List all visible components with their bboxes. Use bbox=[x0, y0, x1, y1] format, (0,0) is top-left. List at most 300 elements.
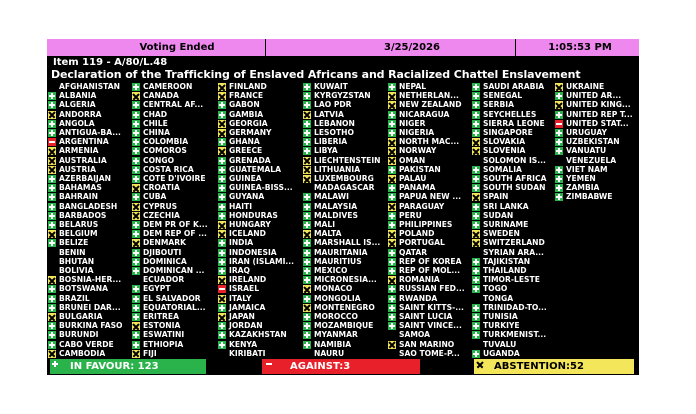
vote-yes-icon bbox=[555, 92, 563, 100]
country-name: BELIZE bbox=[59, 238, 89, 248]
vote-yes-icon bbox=[388, 120, 396, 128]
country-name: COTE D'IVOIRE bbox=[143, 174, 206, 183]
against-total: AGAINST:3 bbox=[262, 359, 420, 374]
vote-yes-icon bbox=[132, 221, 140, 229]
country-name: PANAMA bbox=[399, 183, 436, 193]
in-favour-total: IN FAVOUR: 123 bbox=[50, 359, 206, 374]
vote-yes-icon bbox=[218, 341, 226, 349]
against-icon bbox=[265, 360, 278, 373]
vote-yes-icon bbox=[48, 120, 56, 128]
vote-yes-icon bbox=[472, 111, 480, 119]
country-name: TURKIYE bbox=[483, 321, 520, 331]
country-name: SEYCHELLES bbox=[483, 109, 537, 119]
country-name: SPAIN bbox=[483, 192, 509, 202]
country-name: GREECE bbox=[229, 146, 263, 156]
vote-yes-icon bbox=[132, 166, 140, 174]
country-name: KYRGYZSTAN bbox=[314, 91, 371, 101]
vote-yes-icon bbox=[472, 304, 480, 312]
vote-yes-icon bbox=[132, 341, 140, 349]
country-name: GERMANY bbox=[229, 128, 272, 137]
country-name: OMAN bbox=[399, 155, 426, 165]
country-name: MAURITANIA bbox=[314, 247, 368, 257]
country-name: NORTH MAC... bbox=[399, 137, 460, 147]
vote-abstain-icon bbox=[132, 322, 140, 330]
country-name: FRANCE bbox=[229, 91, 264, 101]
country-name: GAMBIA bbox=[229, 109, 264, 119]
vote-yes-icon bbox=[388, 267, 396, 275]
vote-yes-icon bbox=[388, 313, 396, 321]
country-name: HONDURAS bbox=[229, 210, 278, 220]
vote-abstain-icon bbox=[48, 157, 56, 165]
country-name: EL SALVADOR bbox=[143, 293, 201, 303]
vote-abstain-icon bbox=[388, 341, 396, 349]
vote-yes-icon bbox=[132, 138, 140, 146]
country-name: LAO PDR bbox=[314, 100, 352, 110]
country-name: GRENADA bbox=[229, 155, 271, 165]
country-name: SINGAPORE bbox=[483, 128, 533, 137]
vote-yes-icon bbox=[555, 175, 563, 183]
vote-yes-icon bbox=[132, 157, 140, 165]
vote-abstain-icon bbox=[303, 111, 311, 119]
no-vote-icon bbox=[218, 350, 226, 358]
country-name: LIECHTENSTEIN bbox=[314, 155, 381, 165]
vote-yes-icon bbox=[218, 111, 226, 119]
vote-yes-icon bbox=[218, 322, 226, 330]
country-name: SWEDEN bbox=[483, 229, 520, 239]
vote-yes-icon bbox=[48, 331, 56, 339]
header-divider bbox=[265, 39, 266, 56]
country-name: BARBADOS bbox=[59, 210, 107, 220]
vote-abstain-icon bbox=[132, 239, 140, 247]
vote-no-icon bbox=[218, 285, 226, 293]
country-name: VIET NAM bbox=[566, 164, 608, 174]
country-name: LATVIA bbox=[314, 109, 344, 119]
country-name: GUINEA-BISS... bbox=[229, 183, 293, 193]
country-name: JORDAN bbox=[229, 321, 263, 331]
vote-yes-icon bbox=[132, 295, 140, 303]
country-name: TOGO bbox=[483, 284, 508, 294]
country-name: TUNISIA bbox=[483, 312, 518, 321]
country-name: NAMIBIA bbox=[314, 339, 352, 349]
vote-yes-icon bbox=[132, 267, 140, 275]
vote-abstain-icon bbox=[388, 276, 396, 284]
vote-abstain-icon bbox=[388, 92, 396, 100]
vote-yes-icon bbox=[472, 175, 480, 183]
country-name: LUXEMBOURG bbox=[314, 174, 374, 183]
country-name: SRI LANKA bbox=[483, 201, 529, 211]
vote-yes-icon bbox=[218, 267, 226, 275]
vote-yes-icon bbox=[218, 331, 226, 339]
country-name: EGYPT bbox=[143, 284, 171, 294]
vote-yes-icon bbox=[218, 166, 226, 174]
vote-yes-icon bbox=[388, 212, 396, 220]
country-name: AFGHANISTAN bbox=[59, 82, 121, 91]
country-name: ITALY bbox=[229, 293, 252, 303]
vote-yes-icon bbox=[48, 304, 56, 312]
status-header bbox=[47, 39, 639, 56]
country-name: BELARUS bbox=[59, 220, 99, 229]
vote-abstain-icon bbox=[218, 120, 226, 128]
country-name: BOTSWANA bbox=[59, 284, 109, 294]
country-name: REP OF MOL... bbox=[399, 266, 461, 275]
country-name: MALDIVES bbox=[314, 210, 358, 220]
country-name: PAPUA NEW ... bbox=[399, 192, 461, 202]
vote-abstain-icon bbox=[303, 230, 311, 238]
vote-time: 1:05:53 PM bbox=[548, 42, 612, 53]
vote-abstain-icon bbox=[132, 203, 140, 211]
vote-abstain-icon bbox=[48, 166, 56, 174]
vote-yes-icon bbox=[218, 258, 226, 266]
vote-yes-icon bbox=[303, 258, 311, 266]
country-name: SUDAN bbox=[483, 210, 514, 220]
country-name: FIJI bbox=[143, 348, 157, 358]
country-name: SLOVAKIA bbox=[483, 137, 526, 147]
vote-yes-icon bbox=[303, 322, 311, 330]
vote-yes-icon bbox=[218, 193, 226, 201]
no-vote-icon bbox=[48, 267, 56, 275]
vote-yes-icon bbox=[48, 295, 56, 303]
country-name: MAURITIUS bbox=[314, 256, 362, 266]
vote-yes-icon bbox=[218, 239, 226, 247]
abstention-icon bbox=[476, 360, 489, 373]
vote-yes-icon bbox=[303, 221, 311, 229]
country-name: CABO VERDE bbox=[59, 339, 114, 349]
country-name: CZECHIA bbox=[143, 210, 180, 220]
vote-abstain-icon bbox=[218, 295, 226, 303]
country-name: DOMINICAN ... bbox=[143, 266, 205, 275]
country-name: DOMINICA bbox=[143, 256, 187, 266]
country-name: IRAN (ISLAMI... bbox=[229, 256, 295, 266]
vote-yes-icon bbox=[303, 101, 311, 109]
country-name: MADAGASCAR bbox=[314, 183, 375, 193]
vote-abstain-icon bbox=[218, 129, 226, 137]
no-vote-icon bbox=[472, 295, 480, 303]
country-name: SOUTH SUDAN bbox=[483, 183, 546, 193]
country-name: DJIBOUTI bbox=[143, 247, 182, 257]
country-name: DEM PR OF K... bbox=[143, 220, 208, 229]
country-name: NEPAL bbox=[399, 82, 427, 91]
vote-abstain-icon bbox=[303, 166, 311, 174]
country-name: UNITED AR... bbox=[566, 91, 622, 101]
no-vote-icon bbox=[303, 184, 311, 192]
country-name: MEXICO bbox=[314, 266, 348, 275]
vote-yes-icon bbox=[132, 249, 140, 257]
country-name: BRUNEI DAR... bbox=[59, 302, 121, 312]
country-name: BAHRAIN bbox=[59, 192, 98, 202]
vote-abstain-icon bbox=[472, 138, 480, 146]
vote-abstain-icon bbox=[48, 111, 56, 119]
country-name: SOMALIA bbox=[483, 164, 522, 174]
vote-abstain-icon bbox=[218, 83, 226, 91]
vote-yes-icon bbox=[472, 313, 480, 321]
vote-abstain-icon bbox=[48, 147, 56, 155]
vote-yes-icon bbox=[472, 267, 480, 275]
vote-yes-icon bbox=[472, 212, 480, 220]
vote-yes-icon bbox=[132, 285, 140, 293]
country-name: QATAR bbox=[399, 247, 428, 257]
no-vote-icon bbox=[48, 83, 56, 91]
country-name: RUSSIAN FED... bbox=[399, 284, 465, 294]
country-name: BAHAMAS bbox=[59, 183, 102, 193]
no-vote-icon bbox=[388, 350, 396, 358]
vote-yes-icon bbox=[555, 193, 563, 201]
vote-yes-icon bbox=[388, 285, 396, 293]
vote-yes-icon bbox=[303, 295, 311, 303]
vote-yes-icon bbox=[303, 92, 311, 100]
vote-yes-icon bbox=[472, 276, 480, 284]
country-name: LIBERIA bbox=[314, 137, 348, 147]
vote-yes-icon bbox=[388, 249, 396, 257]
vote-yes-icon bbox=[472, 285, 480, 293]
country-name: IRAQ bbox=[229, 266, 251, 275]
vote-yes-icon bbox=[132, 331, 140, 339]
country-name: MARSHALL IS... bbox=[314, 238, 381, 248]
vote-abstain-icon bbox=[48, 313, 56, 321]
country-name: RWANDA bbox=[399, 293, 438, 303]
country-name: INDONESIA bbox=[229, 247, 277, 257]
vote-yes-icon bbox=[472, 203, 480, 211]
vote-abstain-icon bbox=[132, 92, 140, 100]
vote-yes-icon bbox=[388, 129, 396, 137]
country-name: UZBEKISTAN bbox=[566, 137, 620, 147]
country-name: NAURU bbox=[314, 348, 345, 358]
country-name: ALGERIA bbox=[59, 100, 96, 110]
country-name: ESWATINI bbox=[143, 330, 185, 340]
country-name: CHAD bbox=[143, 109, 168, 119]
country-name: SAMOA bbox=[399, 330, 431, 340]
country-name: MONACO bbox=[314, 284, 353, 294]
vote-yes-icon bbox=[472, 258, 480, 266]
vote-yes-icon bbox=[472, 350, 480, 358]
country-name: CROATIA bbox=[143, 183, 180, 193]
vote-abstain-icon bbox=[218, 92, 226, 100]
country-name: KUWAIT bbox=[314, 82, 348, 91]
country-name: PERU bbox=[399, 210, 422, 220]
abstention-total: ABSTENTION:52 bbox=[474, 359, 634, 374]
country-name: SAO TOME-P... bbox=[399, 348, 460, 358]
header-divider bbox=[515, 39, 516, 56]
vote-yes-icon bbox=[303, 120, 311, 128]
no-vote-icon bbox=[303, 350, 311, 358]
vote-yes-icon bbox=[472, 101, 480, 109]
vote-yes-icon bbox=[303, 239, 311, 247]
country-name: CONGO bbox=[143, 155, 175, 165]
vote-abstain-icon bbox=[303, 175, 311, 183]
country-name: POLAND bbox=[399, 229, 435, 239]
vote-yes-icon bbox=[48, 193, 56, 201]
country-name: GUINEA bbox=[229, 174, 262, 183]
vote-yes-icon bbox=[132, 175, 140, 183]
vote-yes-icon bbox=[218, 249, 226, 257]
country-name: ERITREA bbox=[143, 312, 179, 321]
country-name: FINLAND bbox=[229, 82, 267, 91]
country-name: GUYANA bbox=[229, 192, 265, 202]
vote-abstain-icon bbox=[48, 276, 56, 284]
vote-no-icon bbox=[555, 120, 563, 128]
vote-abstain-icon bbox=[388, 157, 396, 165]
country-name: GUATEMALA bbox=[229, 164, 281, 174]
vote-abstain-icon bbox=[218, 147, 226, 155]
country-name: COSTA RICA bbox=[143, 164, 194, 174]
vote-yes-icon bbox=[472, 221, 480, 229]
vote-yes-icon bbox=[48, 92, 56, 100]
vote-abstain-icon bbox=[388, 101, 396, 109]
country-name: GHANA bbox=[229, 137, 260, 147]
vote-abstain-icon bbox=[303, 285, 311, 293]
country-name: MOZAMBIQUE bbox=[314, 321, 374, 331]
country-name: LIBYA bbox=[314, 146, 338, 156]
vote-yes-icon bbox=[48, 101, 56, 109]
vote-yes-icon bbox=[48, 322, 56, 330]
country-name: LESOTHO bbox=[314, 128, 354, 137]
country-name: LEBANON bbox=[314, 118, 355, 128]
vote-yes-icon bbox=[388, 111, 396, 119]
country-name: ANDORRA bbox=[59, 109, 102, 119]
country-name: REP OF KOREA bbox=[399, 256, 462, 266]
vote-abstain-icon bbox=[388, 175, 396, 183]
country-name: CAMBODIA bbox=[59, 348, 106, 358]
no-vote-icon bbox=[48, 258, 56, 266]
country-name: ALBANIA bbox=[59, 91, 97, 101]
country-name: ICELAND bbox=[229, 229, 266, 239]
vote-yes-icon bbox=[218, 212, 226, 220]
country-name: BENIN bbox=[59, 247, 86, 257]
vote-yes-icon bbox=[472, 120, 480, 128]
country-name: SAINT VINCE... bbox=[399, 321, 462, 331]
country-name: CANADA bbox=[143, 91, 179, 101]
vote-yes-icon bbox=[132, 304, 140, 312]
country-name: GEORGIA bbox=[229, 118, 268, 128]
vote-abstain-icon bbox=[218, 230, 226, 238]
vote-yes-icon bbox=[555, 147, 563, 155]
vote-yes-icon bbox=[472, 331, 480, 339]
country-name: ZIMBABWE bbox=[566, 192, 613, 202]
vote-totals bbox=[47, 359, 639, 374]
country-name: TUVALU bbox=[483, 339, 517, 349]
vote-abstain-icon bbox=[132, 184, 140, 192]
country-name: BANGLADESH bbox=[59, 201, 118, 211]
country-name: SIERRA LEONE bbox=[483, 118, 545, 128]
vote-date: 3/25/2026 bbox=[383, 42, 440, 53]
vote-yes-icon bbox=[48, 341, 56, 349]
country-name: URUGUAY bbox=[566, 128, 607, 137]
vote-yes-icon bbox=[472, 83, 480, 91]
no-vote-icon bbox=[132, 276, 140, 284]
country-name: IRELAND bbox=[229, 275, 267, 285]
country-name: SOLOMON IS... bbox=[483, 155, 546, 165]
vote-abstain-icon bbox=[132, 350, 140, 358]
country-name: GABON bbox=[229, 100, 260, 110]
vote-yes-icon bbox=[388, 221, 396, 229]
vote-yes-icon bbox=[472, 322, 480, 330]
vote-yes-icon bbox=[218, 203, 226, 211]
resolution-title: Declaration of the Trafficking of Enslaved Africans and Racialized Chattel Enslavement bbox=[51, 68, 581, 81]
vote-abstain-icon bbox=[388, 239, 396, 247]
vote-yes-icon bbox=[48, 285, 56, 293]
country-name: UNITED REP T... bbox=[566, 109, 633, 119]
vote-yes-icon bbox=[132, 147, 140, 155]
voting-board bbox=[47, 39, 639, 375]
country-name: COLOMBIA bbox=[143, 137, 189, 147]
country-name: ANGOLA bbox=[59, 118, 95, 128]
vote-yes-icon bbox=[132, 193, 140, 201]
country-name: TIMOR-LESTE bbox=[483, 275, 540, 285]
vote-yes-icon bbox=[303, 203, 311, 211]
country-name: PARAGUAY bbox=[399, 201, 445, 211]
country-name: KIRIBATI bbox=[229, 348, 266, 358]
vote-abstain-icon bbox=[218, 313, 226, 321]
vote-yes-icon bbox=[132, 111, 140, 119]
country-name: BRAZIL bbox=[59, 293, 90, 303]
country-name: NEW ZEALAND bbox=[399, 100, 462, 110]
vote-yes-icon bbox=[303, 193, 311, 201]
vote-yes-icon bbox=[132, 258, 140, 266]
vote-yes-icon bbox=[48, 175, 56, 183]
country-name: MYANMAR bbox=[314, 330, 358, 340]
vote-yes-icon bbox=[48, 129, 56, 137]
vote-abstain-icon bbox=[388, 138, 396, 146]
vote-yes-icon bbox=[303, 331, 311, 339]
vote-yes-icon bbox=[218, 175, 226, 183]
country-name: NETHERLAN... bbox=[399, 91, 459, 101]
country-name: NIGER bbox=[399, 118, 426, 128]
voting-status: Voting Ended bbox=[139, 42, 215, 53]
country-name: KAZAKHSTAN bbox=[229, 330, 287, 340]
vote-yes-icon bbox=[472, 184, 480, 192]
country-name: JAMAICA bbox=[229, 302, 266, 312]
country-name: YEMEN bbox=[566, 174, 596, 183]
no-vote-icon bbox=[555, 157, 563, 165]
country-name: SENEGAL bbox=[483, 91, 523, 101]
vote-yes-icon bbox=[218, 304, 226, 312]
vote-yes-icon bbox=[388, 322, 396, 330]
country-name: VANUATU bbox=[566, 146, 607, 156]
vote-yes-icon bbox=[132, 83, 140, 91]
country-name: CAMEROON bbox=[143, 82, 193, 91]
country-name: EQUATORIAL... bbox=[143, 302, 206, 312]
country-name: UKRAINE bbox=[566, 82, 605, 91]
vote-yes-icon bbox=[472, 166, 480, 174]
country-name: MONGOLIA bbox=[314, 293, 361, 303]
country-name: NICARAGUA bbox=[399, 109, 450, 119]
vote-yes-icon bbox=[472, 92, 480, 100]
vote-yes-icon bbox=[303, 249, 311, 257]
vote-abstain-icon bbox=[48, 350, 56, 358]
country-name: ISRAEL bbox=[229, 284, 260, 294]
country-name: ANTIGUA-BA... bbox=[59, 128, 121, 137]
country-name: COMOROS bbox=[143, 146, 187, 156]
vote-yes-icon bbox=[555, 129, 563, 137]
country-name: SAN MARINO bbox=[399, 339, 455, 349]
vote-yes-icon bbox=[132, 313, 140, 321]
vote-yes-icon bbox=[388, 184, 396, 192]
country-name: BOLIVIA bbox=[59, 266, 94, 275]
vote-yes-icon bbox=[555, 138, 563, 146]
vote-yes-icon bbox=[555, 111, 563, 119]
country-name: SAINT LUCIA bbox=[399, 312, 453, 321]
country-name: ROMANIA bbox=[399, 275, 440, 285]
country-name: ARGENTINA bbox=[59, 137, 109, 147]
vote-abstain-icon bbox=[472, 147, 480, 155]
vote-yes-icon bbox=[303, 212, 311, 220]
vote-yes-icon bbox=[303, 341, 311, 349]
vote-yes-icon bbox=[555, 184, 563, 192]
country-name: SAUDI ARABIA bbox=[483, 82, 545, 91]
vote-abstain-icon bbox=[555, 83, 563, 91]
vote-yes-icon bbox=[388, 193, 396, 201]
country-name: TRINIDAD-TO... bbox=[483, 302, 547, 312]
country-name: BULGARIA bbox=[59, 312, 103, 321]
